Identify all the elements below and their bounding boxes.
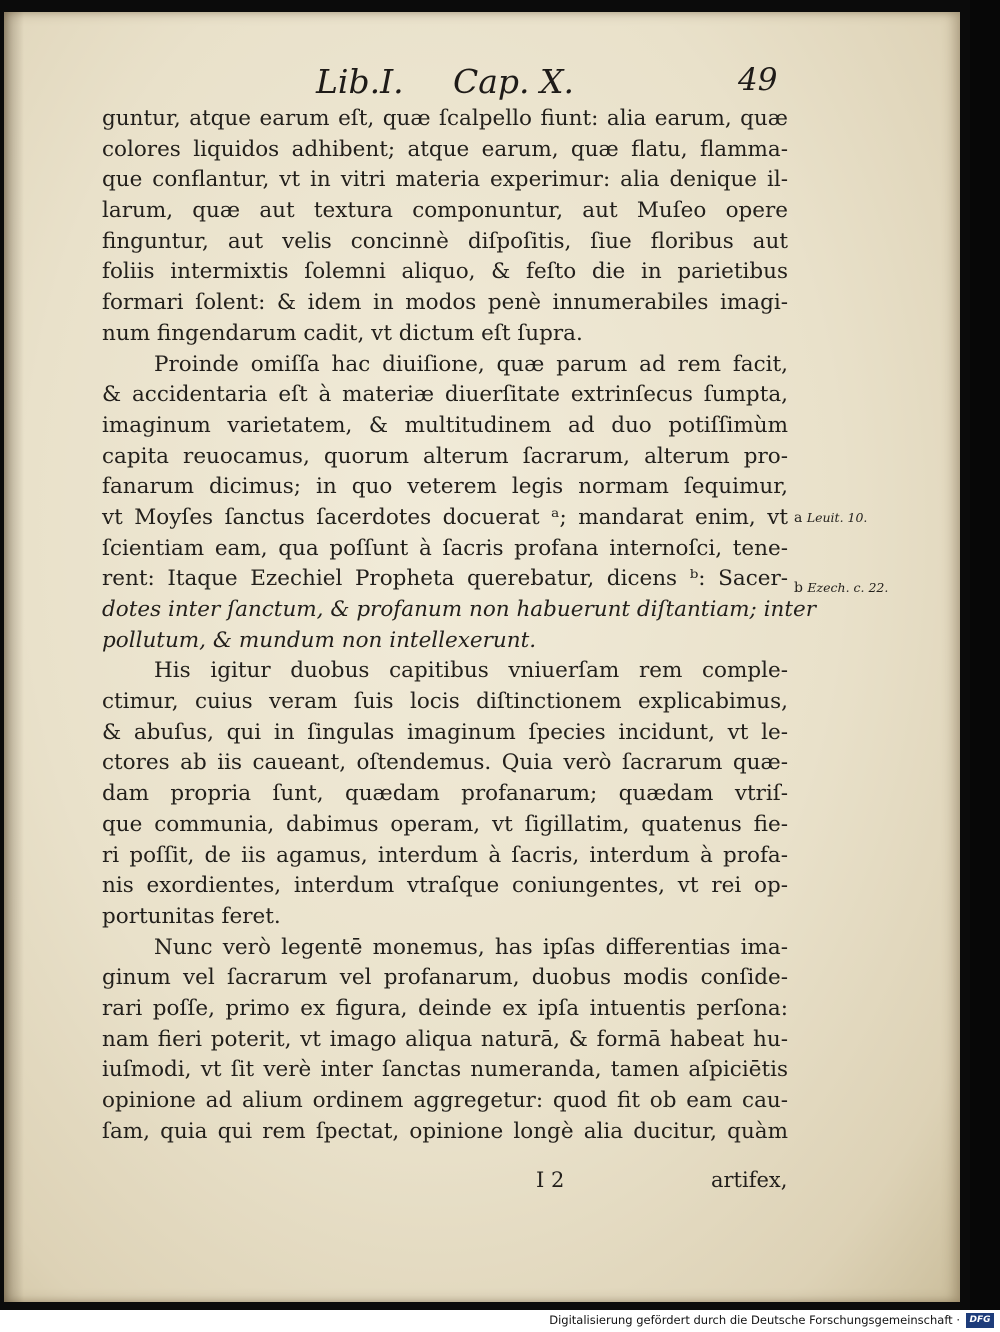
funding-credit: Digitalisierung gefördert durch die Deutsche Forschungsgemeinschaft · [549, 1313, 960, 1327]
dfg-logo-icon: DFG [966, 1313, 994, 1328]
text-line: dam propria ſunt, quædam profanarum; quædam vtriſ- [102, 781, 788, 807]
text-line: & accidentaria eſt à materiæ diuerſitate extrinſecus ſumpta, [102, 382, 788, 408]
running-header [0, 62, 960, 102]
text-line: ſcientiam eam, qua poſſunt à ſacris profana internoſci, tene- [102, 535, 788, 561]
marginal-note-b [794, 580, 888, 596]
scan-border [970, 0, 1000, 1310]
text-line: His igitur duobus capitibus vniuerſam rem comple- [154, 658, 788, 684]
text-line: ſam, quia qui rem ſpectat, opinione longè alia ducitur, quàm [102, 1118, 788, 1144]
note-marker: b [794, 580, 803, 596]
text-line: guntur, atque earum eſt, quæ ſcalpello fiunt: alia earum, quæ [102, 106, 788, 131]
signature-mark: I 2 [536, 1168, 565, 1192]
text-line: ri poſſit, de iis agamus, interdum à ſacris, interdum à profa- [102, 842, 788, 868]
text-line: imaginum varietatem, & multitudinem ad duo potiſſimùm [102, 412, 788, 438]
header-book: Lib.I. [316, 62, 404, 101]
text-line: fanarum dicimus; in quo veterem legis normam ſequimur, [102, 474, 788, 500]
text-line: & abuſus, qui in ſingulas imaginum ſpecies incidunt, vt le- [102, 719, 788, 745]
text-line: vt Moyſes ſanctus ſacerdotes docuerat ᵃ; mandarat enim, vt [102, 504, 788, 530]
text-line: formari ſolent: & idem in modos penè innumerabiles imagi- [102, 290, 788, 316]
text-line: ctimur, cuius veram ſuis locis diſtinctionem explicabimus, [102, 689, 788, 715]
text-line: rari poſſe, primo ex figura, deinde ex ipſa intuentis perſona: [102, 995, 788, 1021]
body-text [102, 104, 816, 1147]
text-line: rent: Itaque Ezechiel Propheta querebatur, dicens ᵇ: Sacer- [102, 566, 788, 592]
text-line: Nunc verò legentē monemus, has ipſas differentias ima- [154, 934, 788, 960]
text-line: ctores ab iis caueant, oſtendemus. Quia verò ſacrarum quæ- [102, 750, 788, 776]
text-line: larum, quæ aut textura componuntur, aut Muſeo opere [102, 198, 788, 224]
page-number: 49 [738, 62, 778, 98]
page-gutter-shadow [4, 12, 24, 1302]
text-line: num fingendarum cadit, vt dictum eſt ſupra. [102, 320, 583, 346]
text-line: pollutum, & mundum non intellexerunt. [102, 627, 537, 653]
text-line: finguntur, aut velis concinnè diſpoſitis, ſiue floribus aut [102, 228, 788, 254]
text-line: que communia, dabimus operam, vt ſigillatim, quatenus fie- [102, 811, 788, 837]
text-line: capita reuocamus, quorum alterum ſacrarum, alterum pro- [102, 443, 788, 469]
marginal-note-a [794, 510, 867, 526]
text-line: foliis intermixtis ſolemni aliquo, & feſto die in parietibus [102, 259, 788, 285]
credit-bar [0, 1310, 1000, 1332]
catchword: artifex, [711, 1168, 788, 1192]
text-line: nam fieri poterit, vt imago aliqua naturā, & formā habeat hu- [102, 1026, 788, 1052]
header-chapter: Cap. X. [453, 62, 575, 101]
text-line: Proinde omiſſa hac diuiſione, quæ parum ad rem facit, [154, 351, 788, 377]
text-line: opinione ad alium ordinem aggregetur: quod fit ob eam cau- [102, 1088, 788, 1113]
text-line: iuſmodi, vt ſit verè inter ſanctas numeranda, tamen aſpiciētis [102, 1057, 788, 1083]
text-line: portunitas feret. [102, 903, 281, 929]
text-line: ginum vel ſacrarum vel profanarum, duobus modis conſide- [102, 965, 788, 991]
note-marker: a [794, 510, 803, 526]
text-line: nis exordientes, interdum vtraſque coniungentes, vt rei op- [102, 873, 788, 899]
text-line: dotes inter ſanctum, & profanum non habuerunt diſtantiam; inter [102, 597, 816, 622]
text-line: colores liquidos adhibent; atque earum, quæ flatu, flamma- [102, 136, 788, 162]
text-line: que conflantur, vt in vitri materia experimur: alia denique il- [102, 167, 788, 193]
note-reference: Ezech. c. 22. [807, 580, 889, 595]
note-reference: Leuit. 10. [806, 510, 868, 525]
